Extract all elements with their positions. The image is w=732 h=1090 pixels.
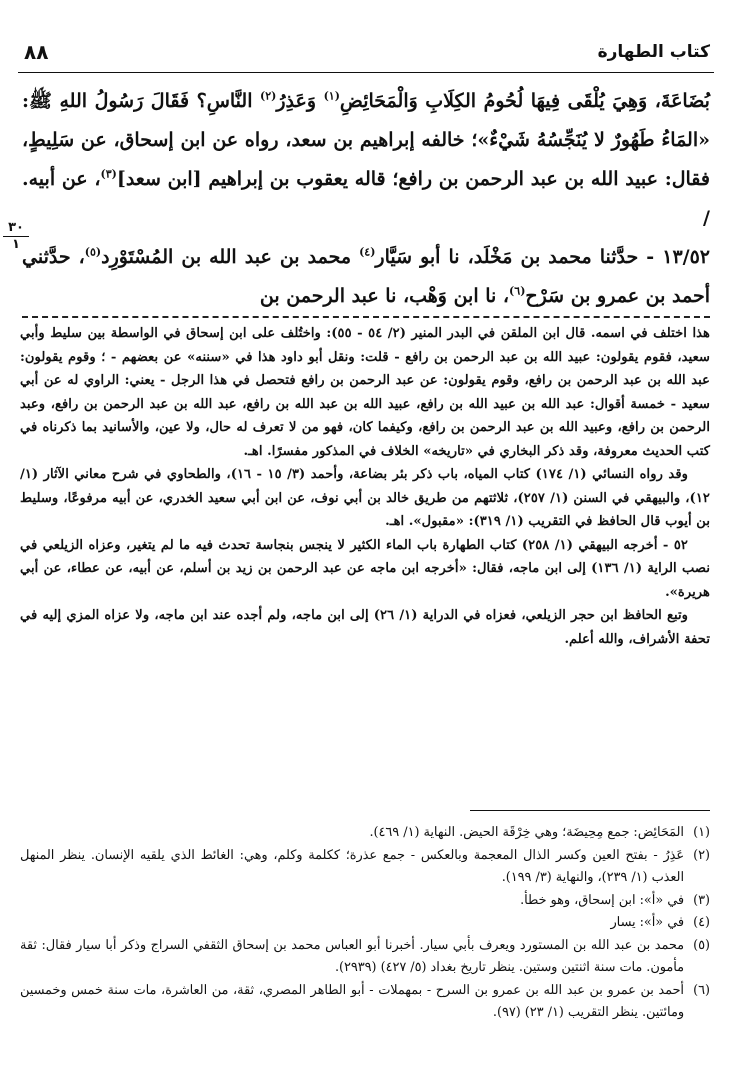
footnote-number: (٢) xyxy=(693,847,710,863)
text-run: وَعَذِرُ xyxy=(276,90,324,112)
commentary-paragraph: وتبع الحافظ ابن حجر الزيلعي، فعزاه في الدراية (١/ ٢٦) إلى ابن ماجه، ولم أجده عند ابن ماجه، ولا عزاه المزي إليه في تحفة الأشراف، والله أعلم. xyxy=(20,608,710,647)
commentary-paragraph: وقد رواه النسائي (١/ ١٧٤) كتاب المياه، باب ذكر بئر بضاعة، وأحمد (٣/ ١٥ - ١٦)، والطحاوي في شرح معاني الآثار (١/ ١٢)، والبيهقي في السنن (١/ ٢٥٧)، ثلاثتهم من طريق خالد بن أبي نوف، عن ابن أبي سعيد الخدري، عن أبيه مرفوعًا، وسليط بن أيوب قال الحافظ في التقريب (١/ ٣١٩): «مقبول». اهـ. xyxy=(20,467,710,529)
footnote-number: (١) xyxy=(693,825,710,840)
footnote xyxy=(20,890,710,913)
hadith-paragraph xyxy=(22,238,710,316)
footnote-number: (٦) xyxy=(693,982,710,998)
page-header xyxy=(18,36,714,73)
text-run: النَّاسِ؟ فَقَالَ رَسُولُ اللهِ ﷺ: «المَاءُ طَهُورٌ لا يُنَجِّسُهُ شَيْءٌ»؛ خالفه إبراهيم بن سعد، رواه عن ابن إسحاق، عن سَلِيطٍ، فقال: عبيد الله بن عبد الرحمن بن رافع؛ قاله يعقوب بن إبراهيم [ابن سعد] xyxy=(22,90,710,190)
text-run: ، نا ابن وَهْب، نا عبد الرحمن بن xyxy=(259,285,510,307)
commentary-notes xyxy=(20,322,710,651)
folio-side: ١ xyxy=(12,237,20,252)
footnote-text: في «أ»: ابن إسحاق، وهو خطأ. xyxy=(520,892,684,908)
footnote-number: (٣) xyxy=(693,892,710,908)
footnote-divider xyxy=(470,810,710,811)
footnote-text: المَحَائِض: جمع مِحِيضَة؛ وهي خِرْقَة الحيض. النهاية (١/ ٤٦٩). xyxy=(369,825,684,840)
text-run: بُضَاعَةَ، وَهِيَ يُلْقَى فِيهَا لُحُومُ الكِلَابِ وَالْمَحَائِضِ xyxy=(339,90,710,112)
footnote-ref-4: (٤) xyxy=(359,245,376,259)
main-text xyxy=(22,82,710,316)
footnotes xyxy=(20,822,710,1025)
page-number: ٨٨ xyxy=(24,40,49,64)
text-run: ، حدَّثني أحمد بن عمرو بن سَرْح xyxy=(22,246,710,307)
footnote-text: أحمد بن عمرو بن عبد الله بن عمرو بن السرح - بمهملات - أبو الطاهر المصري، ثقة، من العاشرة، مات سنة خمس وخمسين ومائتين. ينظر التقريب (١/ ٢٣) (٩٧). xyxy=(20,982,684,1020)
text-run: محمد بن عبد الله بن المُسْتَوْرِد xyxy=(101,246,360,268)
footnote-text: عَذِرُ - بفتح العين وكسر الذال المعجمة وبالعكس - جمع عذرة؛ ككلمة وكلم، وهي: الغائط الذي يلقيه الإنسان. ينظر المنهل العذب (١/ ٢٣٩)، والنهاية (٣/ ١٩٩). xyxy=(20,847,684,885)
footnote-ref-6: (٦) xyxy=(509,284,526,298)
footnote xyxy=(20,980,710,1025)
footnote-ref-1: (١) xyxy=(323,89,340,103)
commentary-paragraph: ٥٢ - أخرجه البيهقي (١/ ٢٥٨) كتاب الطهارة باب الماء الكثير لا ينجس بنجاسة تحدث فيه ما لم يتغير، وعزاه الزيلعي في نصب الراية (١/ ١٣٦) إلى ابن ماجه، فقال: «أخرجه ابن ماجه عن عبد الرحمن بن زيد بن أسلم، عن أبيه، عن عطاء، عن أبي هريرة». xyxy=(20,537,710,600)
dashed-divider xyxy=(22,316,710,318)
footnote xyxy=(20,822,710,845)
footnote-ref-5: (٥) xyxy=(84,245,102,259)
footnote-number: (٥) xyxy=(693,937,710,953)
text-run: ١٣/٥٢ - حدَّثنا محمد بن مَخْلَد، نا أبو سَيَّار xyxy=(375,246,711,268)
footnote-number: (٤) xyxy=(693,915,710,930)
text-run: ، عن أبيه. / xyxy=(22,168,710,229)
folio-number: ٣٠ xyxy=(3,220,29,237)
footnote xyxy=(20,935,710,980)
hadith-paragraph xyxy=(22,82,710,238)
footnote-text: في «أ»: يسار xyxy=(610,915,684,930)
footnote xyxy=(20,912,710,935)
commentary-paragraph: هذا اختلف في اسمه. قال ابن الملقن في البدر المنير (٢/ ٥٤ - ٥٥): واختُلف على ابن إسحاق في الواسطة بين سليط وأبي سعيد، فقوم يقولون: عبيد الله بن عبد الرحمن بن رافع - قلت: ونقل أبو داود هذا في «سننه» عن بعضهم - ؛ وقوم يقولون: عبد الله بن عبد الرحمن بن رافع، وقوم يقولون: عن عبد الرحمن بن رافع فتحصل في هذا الرجل - يعني: الراوي له عن أبي سعيد - خمسة أقوال: عبد الله بن عبيد الله بن رافع، عبيد الله بن عبد الله بن رافع، عبد الله بن عبد الرحمن بن رافع، وعبد الرحمن بن رافع، وعبيد الله بن عبد الرحمن بن رافع، وكيفما كان، فهو من لا تعرف له حال، ولا عين، والأسانيد بما ذكرناه في كتب الحديث معروفة، وقد ذكر البخاري في «تاريخه» الخلاف في المذكور مفسرًا. اهـ. xyxy=(20,326,710,459)
footnote-ref-3: (٣) xyxy=(100,167,117,181)
footnote-ref-2: (٢) xyxy=(260,89,277,103)
footnote-text: محمد بن عبد الله بن المستورد ويعرف بأبي سيار. أخبرنا أبو العباس محمد بن إسحاق الثقفي السراج وذكر أبا سيار فقال: ثقة مأمون. مات سنة اثنتين وستين. ينظر تاريخ بغداد (٥/ ٤٢٧) (٢٩٣٩). xyxy=(20,937,684,975)
footnote xyxy=(20,845,710,890)
chapter-title: كتاب الطهارة xyxy=(597,42,710,62)
